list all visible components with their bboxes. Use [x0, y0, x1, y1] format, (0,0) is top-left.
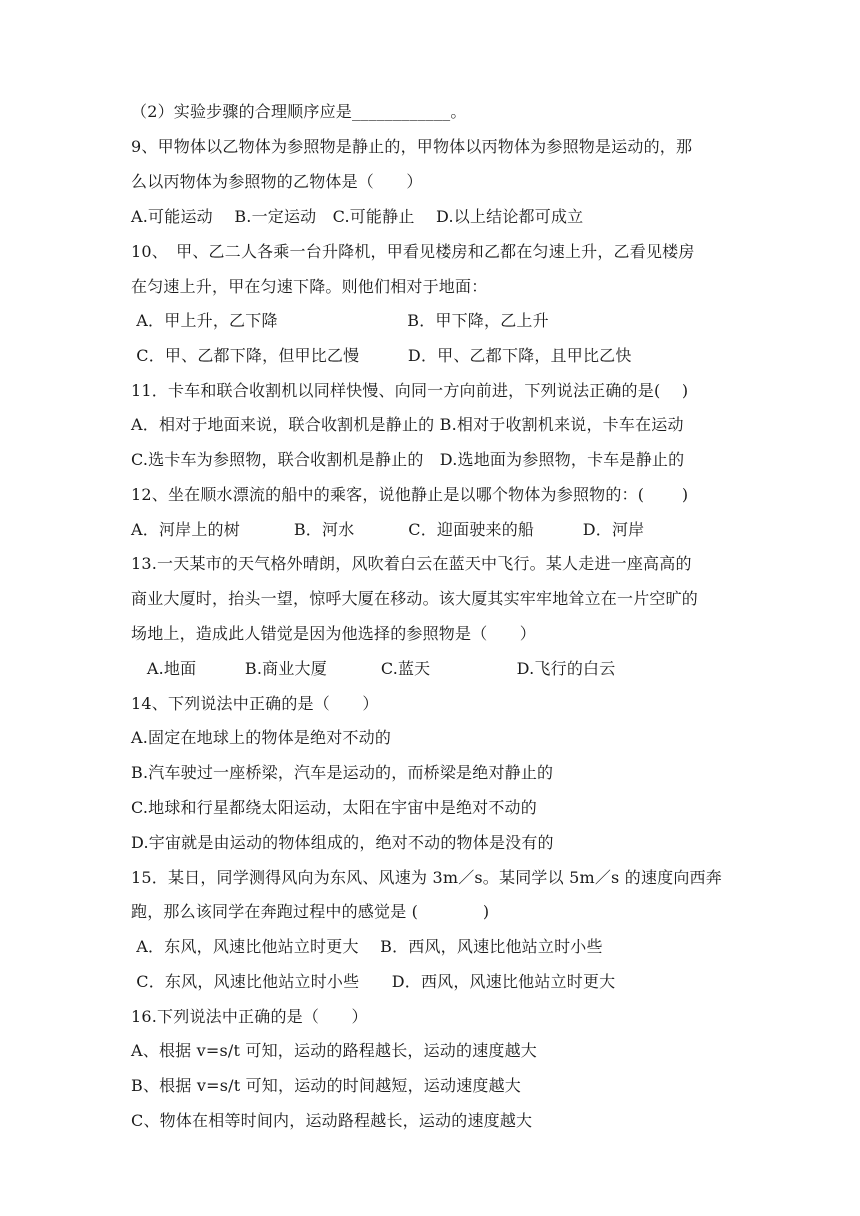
question-16-option-b: B、根据 v=s/t 可知，运动的时间越短，运动速度越大 — [131, 1076, 522, 1095]
question-14-option-c: C.地球和行星都绕太阳运动，太阳在宇宙中是绝对不动的 — [131, 798, 537, 817]
question-11-stem: 11．卡车和联合收割机以同样快慢、向同一方向前进，下列说法正确的是( ) — [131, 381, 689, 400]
question-9-line-1: 9、甲物体以乙物体为参照物是静止的，甲物体以丙物体为参照物是运动的，那 — [131, 137, 693, 156]
question-10-options-cd: C．甲、乙都下降，但甲比乙慢 D．甲、乙都下降，且甲比乙快 — [131, 346, 632, 365]
question-12-stem: 12、坐在顺水漂流的船中的乘客，说他静止是以哪个物体为参照物的：( ) — [131, 485, 689, 504]
text-line-step-order: （2）实验步骤的合理顺序应是____________。 — [131, 102, 467, 121]
question-15-options-cd: C．东风，风速比他站立时小些 D．西风，风速比他站立时更大 — [131, 972, 616, 991]
question-14-option-a: A.固定在地球上的物体是绝对不动的 — [131, 728, 392, 747]
question-9-options: A.可能运动 B.一定运动 C.可能静止 D.以上结论都可成立 — [131, 207, 584, 226]
question-14-stem: 14、下列说法中正确的是（ ） — [131, 694, 379, 713]
question-16-option-c: C、物体在相等时间内，运动路程越长，运动的速度越大 — [131, 1111, 533, 1130]
question-16-option-a: A、根据 v=s/t 可知，运动的路程越长，运动的速度越大 — [131, 1041, 538, 1060]
question-15-line-2: 跑，那么该同学在奔跑过程中的感觉是 ( ) — [131, 902, 490, 921]
question-15-options-ab: A．东风，风速比他站立时更大 B．西风，风速比他站立时小些 — [131, 937, 603, 956]
question-13-options: A.地面 B.商业大厦 C.蓝天 D.飞行的白云 — [131, 659, 616, 678]
question-10-line-2: 在匀速上升，甲在匀速下降。则他们相对于地面： — [131, 277, 488, 296]
question-11-options-ab: A．相对于地面来说，联合收割机是静止的 B.相对于收割机来说，卡车在运动 — [131, 415, 684, 434]
question-10-options-ab: A．甲上升，乙下降 B．甲下降，乙上升 — [131, 311, 549, 330]
question-11-options-cd: C.选卡车为参照物，联合收割机是静止的 D.选地面为参照物，卡车是静止的 — [131, 450, 685, 469]
question-14-option-b: B.汽车驶过一座桥梁，汽车是运动的，而桥梁是绝对静止的 — [131, 763, 554, 782]
question-10-line-1: 10、 甲、乙二人各乘一台升降机，甲看见楼房和乙都在匀速上升，乙看见楼房 — [131, 242, 695, 261]
question-13-line-2: 商业大厦时，抬头一望，惊呼大厦在移动。该大厦其实牢牢地耸立在一片空旷的 — [131, 589, 699, 608]
question-16-stem: 16.下列说法中正确的是（ ） — [131, 1007, 368, 1026]
question-12-options: A．河岸上的树 B．河水 C．迎面驶来的船 D．河岸 — [131, 520, 645, 539]
question-14-option-d: D.宇宙就是由运动的物体组成的，绝对不动的物体是没有的 — [131, 833, 554, 852]
question-9-line-2: 么以丙物体为参照物的乙物体是（ ） — [131, 172, 423, 191]
question-13-line-1: 13.一天某市的天气格外晴朗，风吹着白云在蓝天中飞行。某人走进一座高高的 — [131, 554, 692, 573]
question-15-line-1: 15．某日，同学测得风向为东风、风速为 3m／s。某同学以 5m／s 的速度向西奔 — [131, 868, 722, 887]
question-13-line-3: 场地上，造成此人错觉是因为他选择的参照物是（ ） — [131, 624, 537, 643]
